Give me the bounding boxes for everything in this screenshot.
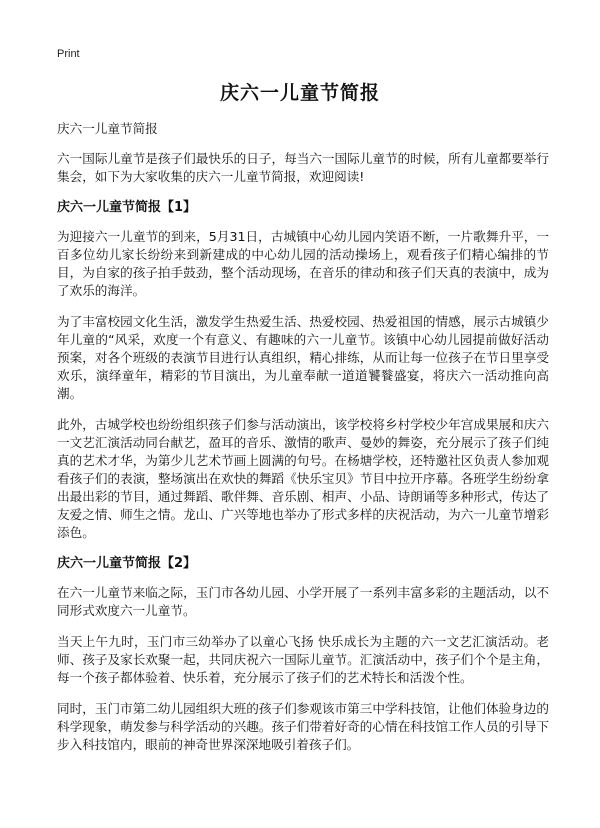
section-2-paragraph-3: 同时，玉门市第二幼儿园组织大班的孩子们参观该市第三中学科技馆，让他们体验身边的科学现象，萌发参与科学活动的兴趣。孩子们带着好奇的心情在科技馆工作人员的引导下步入科技馆内，眼前的神奇世界深深地吸引着孩子们。 [57,701,549,752]
print-link[interactable]: Print [57,48,80,60]
section-1-heading: 庆六一儿童节简报【1】 [57,200,197,215]
document-title: 庆六一儿童节简报 [219,82,380,104]
document-subtitle: 庆六一儿童节简报 [57,121,158,136]
document-body [57,120,549,767]
section-2-paragraph-1: 在六一儿童节来临之际，玉门市各幼儿园、小学开展了一系列丰富多彩的主题活动，以不同形式欢度六一儿童节。 [57,585,549,618]
section-1-paragraph-2: 为了丰富校园文化生活，激发学生热爱生活、热爱校园、热爱祖国的情感，展示古城镇少年儿童的“风采，欢度一个有意义、有趣味的六一儿童节。该镇中心幼儿园提前做好活动预案，对各个班级的表演节目进行认真组织，精心排练，从而让每一位孩子在节日里享受欢乐，演绎童年，精彩的节目演出，为儿童奉献一道道饕餮盛宴，将庆六一活动推向高潮。 [57,314,549,401]
section-2-paragraph-2: 当天上午九时，玉门市三幼举办了以童心飞扬 快乐成长为主题的六一文艺汇演活动。老师、孩子及家长欢聚一起，共同庆祝六一国际儿童节。汇演活动中，孩子们个个是主角，每一个孩子都体验着、快乐着，充分展示了孩子们的艺术特长和活泼个性。 [57,634,549,685]
section-2-heading: 庆六一儿童节简报【2】 [57,556,197,571]
section-1-paragraph-1: 为迎接六一儿童节的到来，5月31日，古城镇中心幼儿园内笑语不断，一片歌舞升平，一百多位幼儿家长纷纷来到新建成的中心幼儿园的活动操场上，观看孩子们精心编排的节目，为自家的孩子拍手鼓劲，整个活动现场，在音乐的律动和孩子们天真的表演中，成为了欢乐的海洋。 [57,229,549,298]
section-1-paragraph-3: 此外，古城学校也纷纷组织孩子们参与活动演出，该学校将乡村学校少年宫成果展和庆六一文艺汇演活动同台献艺，盈耳的音乐、激情的歌声、曼妙的舞姿，充分展示了孩子们纯真的艺术才华，为第少儿艺术节画上圆满的句号。在杨塘学校，还特邀社区负责人参加观看孩子们的表演，整场演出在欢快的舞蹈《快乐宝贝》节目中拉开序幕。各班学生纷纷拿出最出彩的节目，通过舞蹈、歌伴舞、音乐剧、相声、小品、诗朗诵等多种形式，传达了友爱之情、师生之情。龙山、广兴等地也举办了形式多样的庆祝活动，为六一儿童节增彩添色。 [57,417,549,540]
intro-paragraph: 六一国际儿童节是孩子们最快乐的日子，每当六一国际儿童节的时候，所有儿童都要举行集会，如下为大家收集的庆六一儿童节简报，欢迎阅读! [57,151,549,184]
